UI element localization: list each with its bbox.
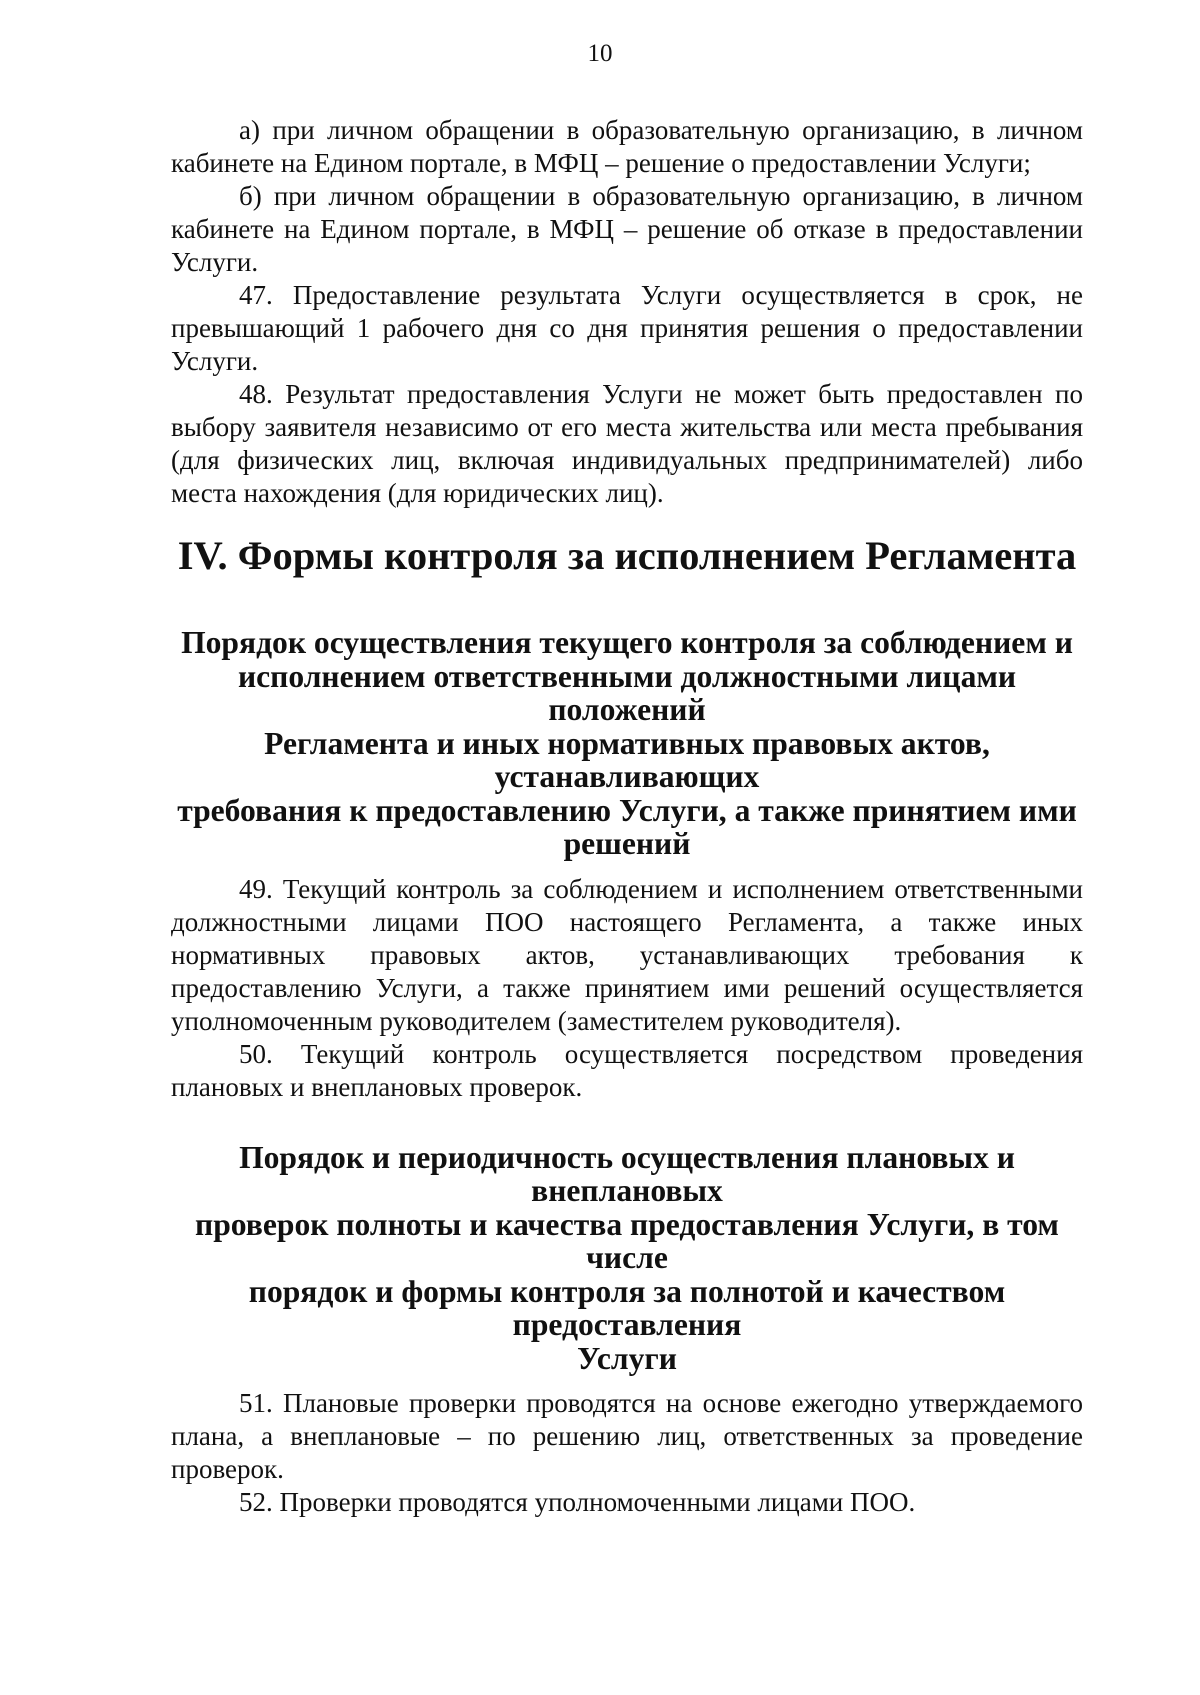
subheading-line: Услуги: [577, 1340, 677, 1376]
paragraph-text: Проверки проводятся уполномоченными лицами ПОО.: [272, 1487, 916, 1517]
page-number: 10: [587, 40, 613, 67]
paragraph-51: [171, 1387, 1083, 1486]
paragraph-text: Текущий контроль осуществляется посредством проведения плановых и внеплановых проверок.: [171, 1038, 1083, 1102]
paragraph-a: [171, 114, 1083, 180]
paragraph-number: 51.: [239, 1388, 273, 1418]
subheading-line: проверок полноты и качества предоставления Услуги, в том числе: [195, 1206, 1059, 1275]
paragraph-47: [171, 279, 1083, 378]
paragraph-text: Предоставление результата Услуги осуществляется в срок, не превышающий 1 рабочего дня со дня принятия решения о предоставлении Услуги.: [171, 280, 1083, 376]
subheading-line: Регламента и иных нормативных правовых актов, устанавливающих: [264, 725, 990, 794]
paragraph-b: [171, 180, 1083, 279]
paragraph-number: 52.: [239, 1487, 273, 1517]
paragraph-number: 48.: [239, 379, 273, 409]
subheading-line: требования к предоставлению Услуги, а также принятием ими: [177, 792, 1077, 828]
paragraph-text: а) при личном обращении в образовательную организацию, в личном кабинете на Едином портале, в МФЦ – решение о предоставлении Услуги;: [171, 115, 1083, 178]
paragraph-text: Плановые проверки проводятся на основе ежегодно утверждаемого плана, а внеплановые – по решению лиц, ответственных за проведение проверок.: [171, 1388, 1083, 1484]
subheading-line: Порядок и периодичность осуществления плановых и внеплановых: [239, 1139, 1015, 1208]
subheading-line: решений: [563, 826, 691, 861]
document-body: [171, 114, 1083, 1519]
paragraph-number: 50.: [239, 1038, 273, 1069]
subheading-current-control: [171, 626, 1083, 861]
paragraph-number: 47.: [239, 280, 273, 310]
paragraph-49: [171, 873, 1083, 1038]
paragraph-50: [171, 1038, 1083, 1104]
subheading-line: Порядок осуществления текущего контроля за соблюдением и: [181, 625, 1073, 660]
subheading-line: порядок и формы контроля за полнотой и качеством предоставления: [248, 1273, 1006, 1342]
paragraph-number: 49.: [239, 873, 273, 904]
paragraph-text: Результат предоставления Услуги не может быть предоставлен по выбору заявителя независимо от его места жительства или места пребывания (для физических лиц, включая индивидуальных предпринимателей) либо места нахождения (для юридических лиц).: [171, 379, 1083, 508]
section-heading: IV. Формы контроля за исполнением Регламента: [177, 533, 1077, 578]
paragraph-text: б) при личном обращении в образовательную организацию, в личном кабинете на Едином портале, в МФЦ – решение об отказе в предоставлении Услуги.: [171, 181, 1083, 277]
subheading-line: исполнением ответственными должностными лицами положений: [237, 658, 1017, 727]
subheading-inspections: [171, 1141, 1083, 1376]
paragraph-52: [171, 1486, 1083, 1519]
paragraph-text: Текущий контроль за соблюдением и исполнением ответственными должностными лицами ПОО настоящего Регламента, а также иных нормативных правовых актов, устанавливающих требования к предоставлению Услуги, а также принятием ими решений осуществляется уполномоченным руководителем (заместителем руководителя).: [171, 873, 1083, 1036]
paragraph-48: [171, 378, 1083, 510]
